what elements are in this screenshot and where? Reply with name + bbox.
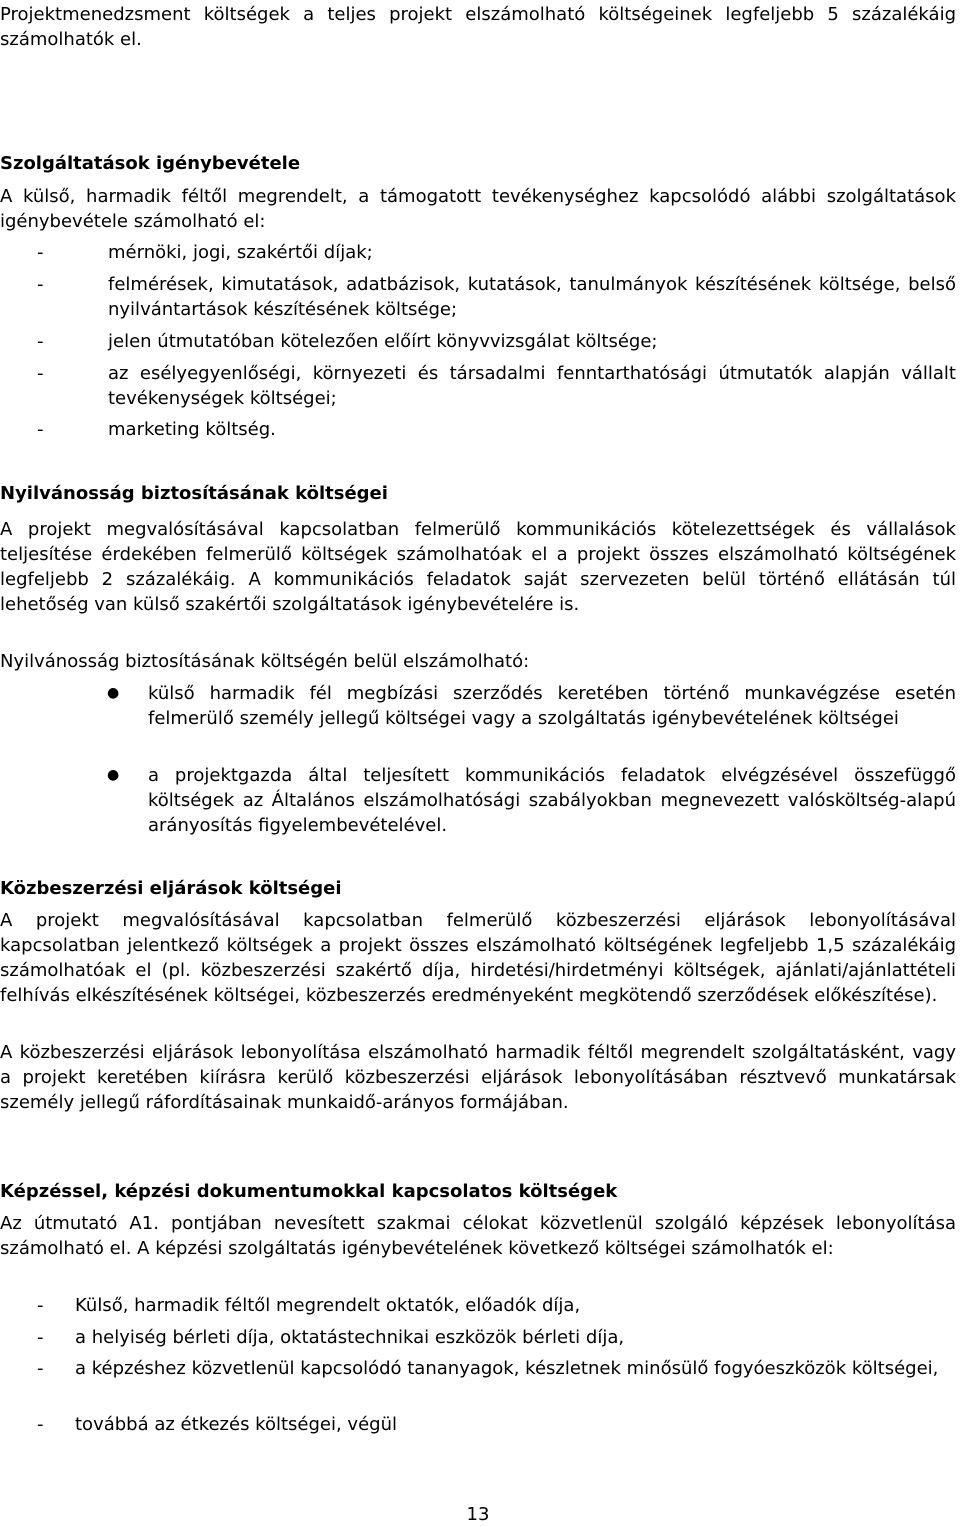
bullet-marker: ● [107,685,120,701]
intro-paragraph: Projektmenedzsment költségek a teljes projekt elszámolható költségeinek legfeljebb 5 százalékáig számolhatók el. [0,4,956,50]
procurement-heading: Közbeszerzési eljárások költségei [0,878,342,899]
dash-marker: - [37,274,44,295]
training-heading: Képzéssel, képzési dokumentumokkal kapcsolatos költségek [0,1181,618,1202]
list-item-text: továbbá az étkezés költségei, végül [75,1414,397,1435]
services-list [0,240,956,267]
dash-marker: - [37,1295,44,1316]
publicity-list [0,681,956,731]
training-list-3 [0,1356,956,1381]
list-item-text: a projektgazda által teljesített kommunikációs feladatok elvégzésével összefüggő költségek az Általános elszámolhatósági szabályokban megnevezett valósköltség-alapú arányosítás figyelembevételével. [148,765,956,836]
publicity-heading: Nyilvánosság biztosításának költségei [0,483,388,504]
list-item [0,329,956,354]
dash-marker: - [37,363,44,384]
procurement-paragraph-2: A közbeszerzési eljárások lebonyolítása elszámolható harmadik féltől megrendelt szolgáltatásként, vagy a projekt keretében kiírásra kerülő közbeszerzési eljárások lebonyolításában résztvevő munkatársak személy jellegű ráfordításainak munkaidő-arányos formájában. [0,1042,956,1113]
list-item-text: mérnöki, jogi, szakértői díjak; [108,242,373,263]
services-list-4 [0,361,956,411]
dash-marker: - [37,242,44,263]
services-list-5 [0,417,956,442]
services-list-2 [0,272,956,322]
list-item-text: a helyiség bérleti díja, oktatástechnikai eszközök bérleti díja, [75,1327,625,1348]
list-item-text: marketing költség. [108,419,276,440]
dash-marker: - [37,1327,44,1348]
list-item [0,240,956,267]
list-item [0,272,956,322]
list-item [0,1293,956,1318]
list-item-text: felmérések, kimutatások, adatbázisok, kutatások, tanulmányok készítésének költsége, belső nyilvántartások készítésének költsége; [108,274,956,320]
dash-marker: - [37,1414,44,1435]
services-list-3 [0,329,956,354]
dash-marker: - [37,419,44,440]
list-item [0,681,956,731]
publicity-paragraph: A projekt megvalósításával kapcsolatban felmerülő kommunikációs kötelezettségek és vállalások teljesítése érdekében felmerülő költségek számolhatóak el a projekt összes elszámolható költségének legfeljebb 2 százalékáig. A kommunikációs feladatok saját szervezeten belül történő ellátásán túl lehetőség van külső szakértői szolgáltatások igénybevételére is. [0,519,956,615]
training-list [0,1293,956,1318]
training-list-4 [0,1412,956,1437]
publicity-list-2 [0,763,956,838]
publicity-intro: Nyilvánosság biztosításának költségén belül elszámolható: [0,651,530,672]
bullet-marker: ● [107,767,120,783]
list-item-text: a képzéshez közvetlenül kapcsolódó tananyagok, készletnek minősülő fogyóeszközök költségei, [75,1358,939,1379]
training-intro: Az útmutató A1. pontjában nevesített szakmai célokat közvetlenül szolgáló képzések lebonyolítása számolható el. A képzési szolgáltatás igénybevételének következő költségei számolhatók el: [0,1213,956,1259]
list-item-text: Külső, harmadik féltől megrendelt oktatók, előadók díja, [75,1295,581,1316]
services-intro: A külső, harmadik féltől megrendelt, a támogatott tevékenységhez kapcsolódó alábbi szolgáltatások igénybevétele számolható el: [0,186,956,232]
training-list-2 [0,1325,956,1350]
list-item [0,1356,956,1381]
list-item [0,1325,956,1350]
dash-marker: - [37,1358,44,1379]
list-item-text: az esélyegyenlőségi, környezeti és társadalmi fenntarthatósági útmutatók alapján vállalt tevékenységek költségei; [108,363,956,409]
procurement-paragraph-1: A projekt megvalósításával kapcsolatban felmerülő közbeszerzési eljárások lebonyolításával kapcsolatban jelentkező költségek a projekt összes elszámolható költségének legfeljebb 1,5 százalékáig számolhatóak el (pl. közbeszerzési szakértő díja, hirdetési/hirdetményi költségek, ajánlati/ajánlattételi felhívás elkészítésének költségei, közbeszerzés eredményeként megkötendő szerződések előkészítése). [0,910,956,1006]
list-item-text: külső harmadik fél megbízási szerződés keretében történő munkavégzése esetén felmerülő személy jellegű költségei vagy a szolgáltatás igénybevételének költségei [148,683,956,729]
list-item [0,763,956,838]
list-item [0,417,956,442]
list-item [0,1412,956,1437]
dash-marker: - [37,331,44,352]
services-heading: Szolgáltatások igénybevétele [0,153,301,174]
page-number: 13 [466,1504,490,1525]
list-item-text: jelen útmutatóban kötelezően előírt könyvvizsgálat költsége; [108,331,658,352]
list-item [0,361,956,411]
